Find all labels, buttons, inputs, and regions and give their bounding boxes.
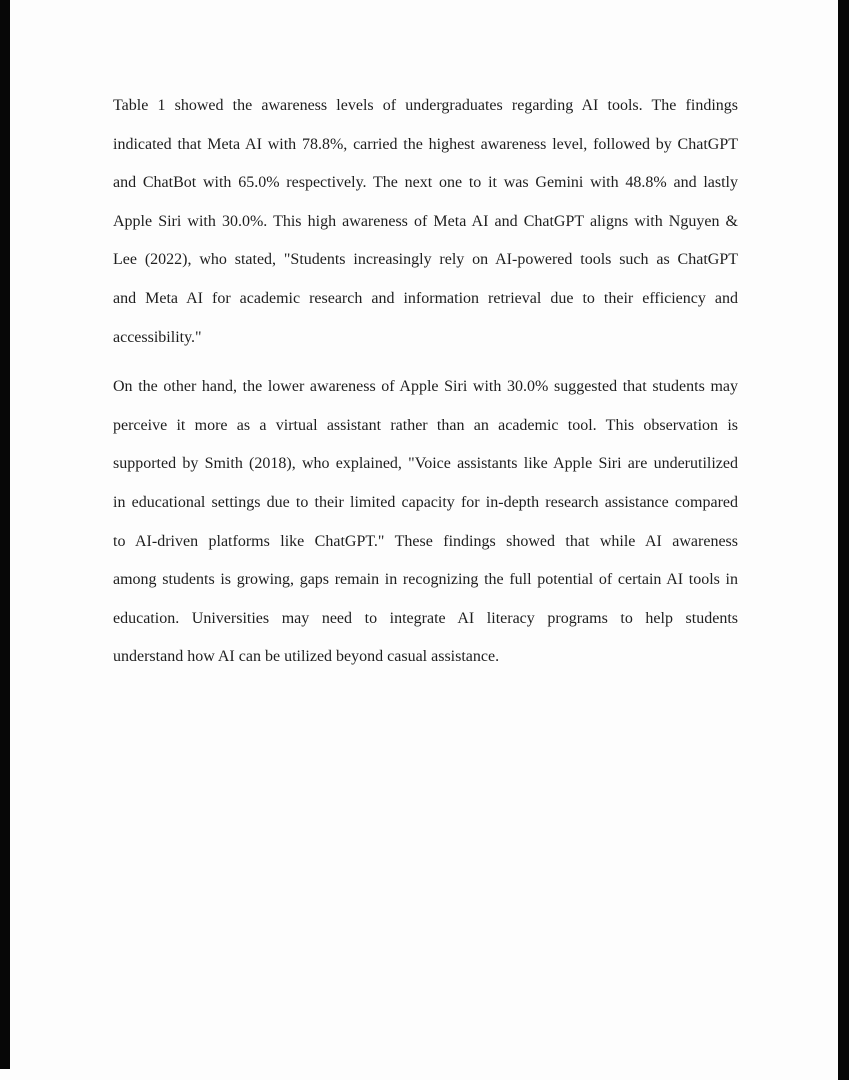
scan-edge-left — [0, 0, 10, 1069]
text-line: and Meta AI for academic research and information retrieval due to their efficiency and — [113, 289, 738, 307]
paragraph-1 — [113, 87, 738, 357]
text-line: among students is growing, gaps remain in recognizing the full potential of certain AI tools in — [113, 571, 738, 589]
text-line: On the other hand, the lower awareness of Apple Siri with 30.0% suggested that students may — [113, 378, 738, 396]
text-line: in educational settings due to their limited capacity for in-depth research assistance compared — [113, 493, 738, 511]
text-line: Lee (2022), who stated, "Students increasingly rely on AI-powered tools such as ChatGPT — [113, 251, 738, 269]
paragraph-2 — [113, 368, 738, 677]
document-text-block — [113, 87, 738, 677]
text-line: accessibility." — [113, 328, 202, 346]
text-line: and ChatBot with 65.0% respectively. The next one to it was Gemini with 48.8% and lastly — [113, 174, 738, 192]
text-line: understand how AI can be utilized beyond casual assistance. — [113, 648, 500, 666]
text-line: to AI-driven platforms like ChatGPT." These findings showed that while AI awareness — [113, 532, 738, 550]
text-line: Apple Siri with 30.0%. This high awareness of Meta AI and ChatGPT aligns with Nguyen & — [113, 212, 738, 230]
text-line: supported by Smith (2018), who explained, "Voice assistants like Apple Siri are underutilized — [113, 455, 738, 473]
text-line: perceive it more as a virtual assistant rather than an academic tool. This observation is — [113, 416, 738, 434]
scan-edge-right — [838, 0, 849, 1080]
text-line: education. Universities may need to integrate AI literacy programs to help students — [113, 609, 738, 627]
text-line: Table 1 showed the awareness levels of undergraduates regarding AI tools. The findings — [113, 97, 738, 114]
text-line: indicated that Meta AI with 78.8%, carried the highest awareness level, followed by ChatGPT — [113, 135, 738, 153]
